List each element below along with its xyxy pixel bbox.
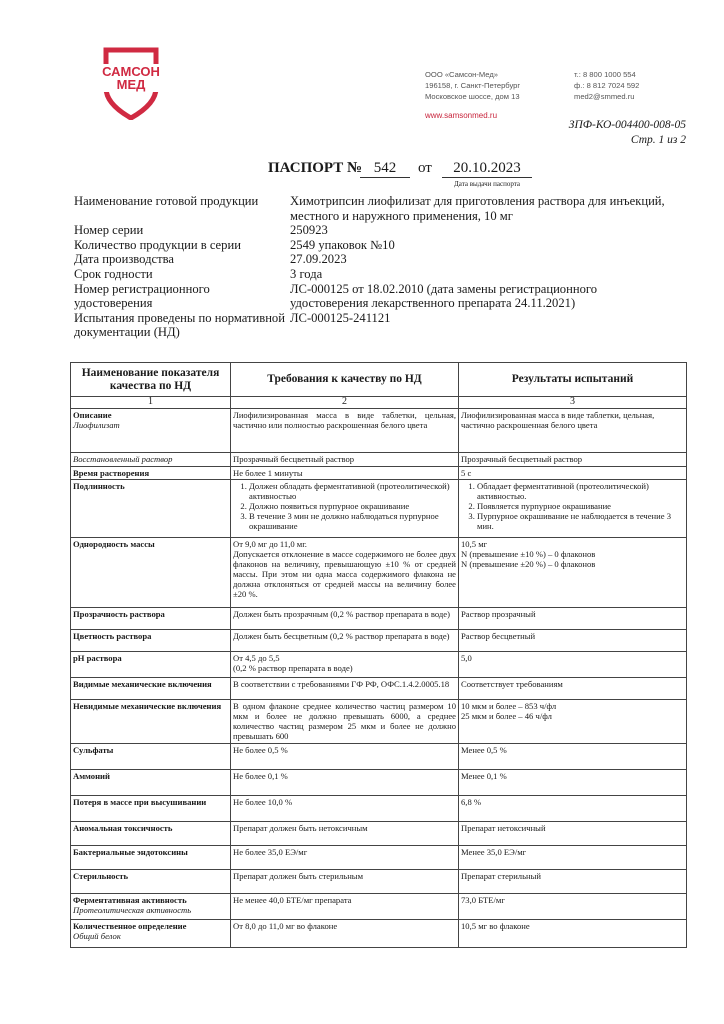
fax: ф.: 8 812 7024 592: [574, 81, 640, 90]
parameter-name: pH раствора: [71, 652, 231, 678]
table-row: [71, 894, 687, 920]
result-line: 10 мкм и более – 853 ч/фл: [461, 701, 557, 711]
table-row: [71, 846, 687, 870]
result-cell: 10,5 мг во флаконе: [459, 920, 687, 948]
requirement-cell: [231, 538, 459, 608]
list-item: 3. В течение 3 мин не должно наблюдаться пурпурное окрашивание: [249, 511, 456, 531]
requirement-cell: От 8,0 до 11,0 мг во флаконе: [231, 920, 459, 948]
parameter-cell: [71, 894, 231, 920]
parameter-name: Аммоний: [71, 770, 231, 796]
requirement-cell: В одном флаконе среднее количество частиц размером 10 мкм и более не должно превышать 6000, а среднее количество частиц размером 25 мкм и более не должно превышать 600: [231, 700, 459, 744]
table-row: [71, 822, 687, 846]
passport-title: ПАСПОРТ №: [268, 160, 363, 176]
result-list: [461, 481, 684, 531]
product-info: [74, 194, 674, 340]
column-number: 1: [71, 397, 231, 409]
requirement-cell: В соответствии с требованиями ГФ РФ, ОФС.1.4.2.0005.18: [231, 678, 459, 700]
passport-date-caption: Дата выдачи паспорта: [454, 180, 520, 188]
requirement-cell: Не более 10,0 %: [231, 796, 459, 822]
info-row-product: [74, 194, 674, 223]
column-header-parameter: Наименование показателя качества по НД: [71, 363, 231, 397]
requirement-line: Допускается отклонение в массе содержимого не более двух флаконов на величину, превышающую ±10 % от средней массы. При этом ни одна масса содержимого флакона не должна отклоняться от средней массы на величину более ±20 %.: [233, 549, 456, 599]
requirement-line: (0,2 % раствор препарата в воде): [233, 663, 353, 673]
result-cell: Менее 0,1 %: [459, 770, 687, 796]
result-cell: Соответствует требованиям: [459, 678, 687, 700]
company-contacts: [574, 69, 639, 102]
info-label: Номер серии: [74, 223, 144, 238]
result-cell: Препарат нетоксичный: [459, 822, 687, 846]
parameter-cell: [71, 920, 231, 948]
parameter-subname: Восстановленный раствор: [71, 453, 231, 467]
table-row: [71, 652, 687, 678]
result-cell: 5,0: [459, 652, 687, 678]
result-cell: [459, 480, 687, 538]
info-value: 2549 упаковок №10: [290, 237, 395, 252]
requirement-line: От 9,0 мг до 11,0 мг.: [233, 539, 307, 549]
table-row: [71, 678, 687, 700]
column-number: 3: [459, 397, 687, 409]
phone: т.: 8 800 1000 554: [574, 70, 636, 79]
email[interactable]: med2@smmed.ru: [574, 92, 635, 101]
info-value: ЛС-000125-241121: [290, 310, 391, 325]
table-row: [71, 453, 687, 467]
info-label: Наименование готовой продукции: [74, 194, 259, 208]
table-row: [71, 700, 687, 744]
parameter-cell: [71, 409, 231, 453]
requirement-list: [233, 481, 456, 531]
parameter-name: Подлинность: [71, 480, 231, 538]
result-line: N (превышение ±10 %) – 0 флаконов: [461, 549, 596, 559]
table-row: [71, 770, 687, 796]
info-row-nd: [74, 311, 674, 340]
table-header-row: [71, 363, 687, 397]
info-value: ЛС-000125 от 18.02.2010 (дата замены регистрационного удостоверения лекарственного препарата 24.11.2021): [290, 281, 598, 311]
list-item: 1. Должен обладать ферментативной (протеолитической) активностью: [249, 481, 456, 501]
company-address: [425, 69, 520, 102]
requirement-cell: Препарат должен быть стерильным: [231, 870, 459, 894]
result-cell: [459, 700, 687, 744]
info-label: Номер регистрационного удостоверения: [74, 281, 210, 311]
requirement-cell: Не более 35,0 ЕЭ/мг: [231, 846, 459, 870]
parameter-subname: Протеолитическая активность: [73, 905, 192, 915]
requirement-cell: Должен быть бесцветным (0,2 % раствор препарата в воде): [231, 630, 459, 652]
parameter-name: Ферментативная активность: [73, 895, 187, 905]
table-row: [71, 870, 687, 894]
result-line: 25 мкм и более – 46 ч/фл: [461, 711, 552, 721]
passport-date: 20.10.2023: [442, 160, 532, 178]
parameter-name: Бактериальные эндотоксины: [71, 846, 231, 870]
requirement-cell: Прозрачный бесцветный раствор: [231, 453, 459, 467]
parameter-name: Стерильность: [71, 870, 231, 894]
quality-table: [70, 362, 687, 948]
requirement-cell: [231, 480, 459, 538]
requirement-cell: Лиофилизированная масса в виде таблетки, цельная, частично или полностью раскрошенная белого цвета: [231, 409, 459, 453]
parameter-subname: Общий белок: [73, 931, 121, 941]
parameter-name: Видимые механические включения: [71, 678, 231, 700]
requirement-line: От 4,5 до 5,5: [233, 653, 280, 663]
info-row-quantity: [74, 238, 674, 253]
logo-shield-icon: [100, 46, 162, 120]
logo-text-line2: МЕД: [116, 77, 146, 92]
column-number: 2: [231, 397, 459, 409]
passport-ot: от: [418, 160, 432, 176]
result-cell: 6,8 %: [459, 796, 687, 822]
result-cell: [459, 538, 687, 608]
table-row: [71, 920, 687, 948]
result-cell: Препарат стерильный: [459, 870, 687, 894]
parameter-name: Потеря в массе при высушивании: [71, 796, 231, 822]
info-value: 27.09.2023: [290, 252, 347, 267]
info-row-shelf-life: [74, 267, 674, 282]
result-line: N (превышение ±20 %) – 0 флаконов: [461, 559, 596, 569]
parameter-name: Сульфаты: [71, 744, 231, 770]
info-row-registration: [74, 282, 674, 311]
requirement-cell: Не более 0,5 %: [231, 744, 459, 770]
parameter-name: Однородность массы: [71, 538, 231, 608]
document-code: ЗПФ-КО-004400-008-05: [568, 119, 686, 131]
result-cell: Раствор прозрачный: [459, 608, 687, 630]
requirement-cell: [231, 652, 459, 678]
requirement-cell: Препарат должен быть нетоксичным: [231, 822, 459, 846]
list-item: 2. Появляется пурпурное окрашивание: [477, 501, 684, 511]
info-label: Срок годности: [74, 266, 153, 281]
parameter-name: Прозрачность раствора: [71, 608, 231, 630]
info-value: Химотрипсин лиофилизат для приготовления раствора для инъекций, местного и наружного применения, 10 мг: [290, 194, 665, 223]
company-city: 196158, г. Санкт-Петербург: [425, 81, 521, 90]
parameter-name: Цветность раствора: [71, 630, 231, 652]
table-row: [71, 409, 687, 453]
result-cell: 73,0 БТЕ/мг: [459, 894, 687, 920]
result-cell: Раствор бесцветный: [459, 630, 687, 652]
table-row: [71, 744, 687, 770]
table-row: [71, 467, 687, 480]
column-header-results: Результаты испытаний: [459, 363, 687, 397]
logo-text-line1: САМСОН: [102, 64, 160, 79]
requirement-cell: Не менее 40,0 БТЕ/мг препарата: [231, 894, 459, 920]
info-value: 3 года: [290, 266, 323, 281]
result-cell: Менее 0,5 %: [459, 744, 687, 770]
table-row: [71, 480, 687, 538]
table-row: [71, 796, 687, 822]
website-link[interactable]: www.samsonmed.ru: [425, 111, 498, 120]
info-label: Количество продукции в серии: [74, 237, 241, 252]
parameter-name: Количественное определение: [73, 921, 187, 931]
document-code-block: [569, 118, 686, 148]
requirement-cell: Не более 0,1 %: [231, 770, 459, 796]
list-item: 3. Пурпурное окрашивание не наблюдается в течение 3 мин.: [477, 511, 684, 531]
result-line: 10,5 мг: [461, 539, 488, 549]
list-item: 1. Обладает ферментативной (протеолитической) активностью.: [477, 481, 684, 501]
parameter-subname: Лиофилизат: [73, 420, 120, 430]
info-value: 250923: [290, 223, 328, 238]
company-name: ООО «Самсон-Мед»: [425, 70, 499, 79]
parameter-name: Невидимые механические включения: [71, 700, 231, 744]
parameter-name: Аномальная токсичность: [71, 822, 231, 846]
company-logo: [100, 46, 162, 120]
parameter-name: Время растворения: [71, 467, 231, 480]
result-cell: Менее 35,0 ЕЭ/мг: [459, 846, 687, 870]
page-number: Стр. 1 из 2: [630, 134, 686, 146]
column-header-requirements: Требования к качеству по НД: [231, 363, 459, 397]
requirement-cell: Не более 1 минуты: [231, 467, 459, 480]
table-number-row: [71, 397, 687, 409]
table-row: [71, 630, 687, 652]
result-cell: Лиофилизированная масса в виде таблетки, цельная, частично раскрошенная белого цвета: [459, 409, 687, 453]
requirement-cell: Должен быть прозрачным (0,2 % раствор препарата в воде): [231, 608, 459, 630]
info-label: Испытания проведены по нормативной документации (НД): [74, 310, 285, 340]
table-row: [71, 608, 687, 630]
result-cell: Прозрачный бесцветный раствор: [459, 453, 687, 467]
info-label: Дата производства: [74, 252, 174, 267]
info-row-production-date: [74, 252, 674, 267]
info-row-series: [74, 223, 674, 238]
result-cell: 5 с: [459, 467, 687, 480]
parameter-name: Описание: [73, 410, 112, 420]
list-item: 2. Должно появиться пурпурное окрашивание: [249, 501, 456, 511]
passport-number: 542: [360, 160, 410, 178]
company-street: Московское шоссе, дом 13: [425, 92, 520, 101]
table-row: [71, 538, 687, 608]
